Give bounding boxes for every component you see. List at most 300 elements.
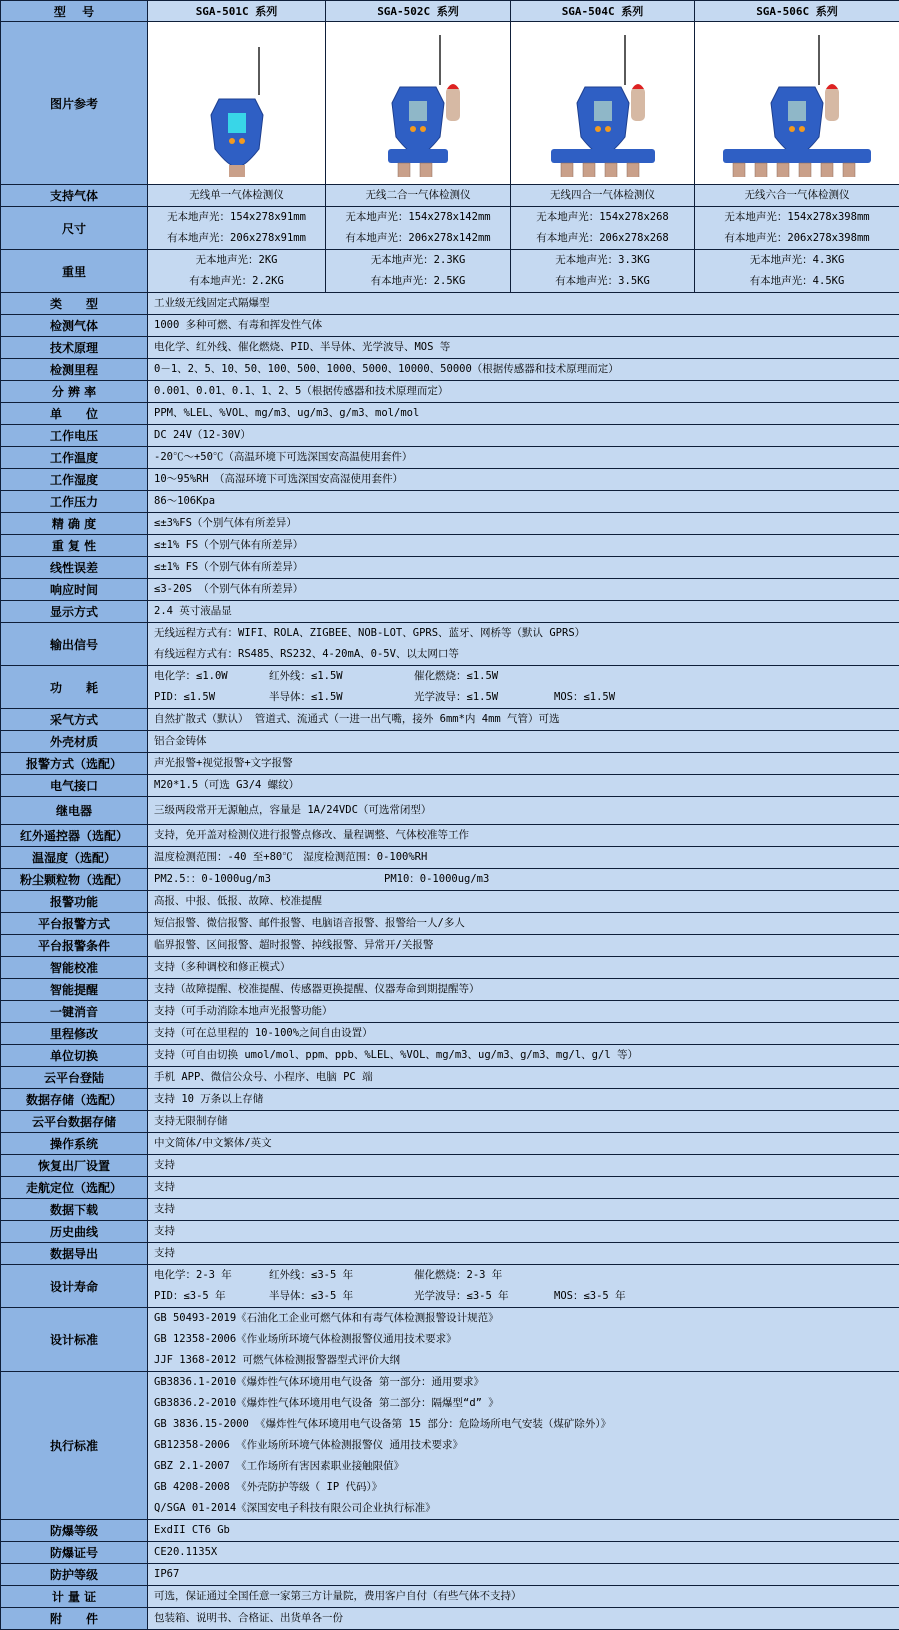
value-line: 无本地声光：3.3KG	[511, 250, 694, 271]
spec-row	[1, 935, 899, 957]
row-value	[148, 1586, 899, 1608]
spec-row	[1, 601, 899, 623]
row-label: 执行标准	[1, 1372, 148, 1520]
value-line: 有本地声光：2.2KG	[148, 271, 325, 292]
value-text: 中文简体/中文繁体/英文	[154, 1133, 272, 1154]
value-line: 有本地声光：206x278x268	[511, 228, 694, 249]
value-line	[154, 1111, 899, 1132]
row-label: 重里	[1, 250, 148, 293]
value-text: 包装箱、说明书、合格证、出货单各一份	[154, 1608, 343, 1629]
value-text: ≤3-20S （个别气体有所差异）	[154, 579, 303, 600]
value-text: 支持（多种调校和修正模式）	[154, 957, 291, 978]
spec-row	[1, 1155, 899, 1177]
spec-row	[1, 207, 899, 250]
value-line	[154, 557, 899, 578]
row-value	[148, 869, 899, 891]
value-line	[154, 957, 899, 978]
product-image	[148, 22, 326, 185]
value-line	[154, 579, 899, 600]
spec-row	[1, 1045, 899, 1067]
row-value	[148, 731, 899, 753]
row-label: 单位切换	[1, 1045, 148, 1067]
value-line	[154, 891, 899, 912]
value-line: 无线四合一气体检测仪	[511, 185, 694, 206]
row-value	[148, 425, 899, 447]
row-label: 分 辨 率	[1, 381, 148, 403]
model-value	[511, 250, 695, 293]
row-label: 检测气体	[1, 315, 148, 337]
value-line	[154, 1001, 899, 1022]
row-label: 一键消音	[1, 1001, 148, 1023]
model-name: SGA-502C 系列	[326, 1, 511, 22]
row-label: 电气接口	[1, 775, 148, 797]
spec-row	[1, 1133, 899, 1155]
row-label: 技术原理	[1, 337, 148, 359]
value-line	[154, 1350, 899, 1371]
value-line	[154, 1456, 899, 1477]
row-label: 防爆等级	[1, 1520, 148, 1542]
spec-row	[1, 359, 899, 381]
row-value	[148, 1564, 899, 1586]
row-label: 单 位	[1, 403, 148, 425]
value-line	[154, 666, 899, 687]
value-line: 无本地声光：4.3KG	[695, 250, 899, 271]
row-label: 计 量 证	[1, 1586, 148, 1608]
row-value	[148, 469, 899, 491]
value-text: 电化学：2-3 年	[154, 1265, 269, 1286]
value-line	[154, 403, 899, 424]
value-text: MOS：≤1.5W	[554, 687, 664, 708]
value-line	[154, 869, 899, 890]
value-line: 有本地声光：3.5KG	[511, 271, 694, 292]
spec-row	[1, 1111, 899, 1133]
value-line	[154, 1199, 899, 1220]
row-label: 报警功能	[1, 891, 148, 913]
value-text: 1000 多种可燃、有毒和挥发性气体	[154, 315, 322, 336]
spec-row	[1, 1564, 899, 1586]
value-text: 红外线：≤1.5W	[269, 666, 414, 687]
row-value	[148, 1372, 899, 1520]
row-label: 防护等级	[1, 1564, 148, 1586]
row-label: 云平台数据存储	[1, 1111, 148, 1133]
gas-detector-icon	[518, 27, 688, 177]
value-text: 工业级无线固定式隔爆型	[154, 293, 270, 314]
value-text: 电化学、红外线、催化燃烧、PID、半导体、光学波导、MOS 等	[154, 337, 450, 358]
value-line	[154, 1372, 899, 1393]
value-text: 温度检测范围：-40 至+80℃ 湿度检测范围：0-100%RH	[154, 847, 427, 868]
row-label: 报警方式（选配）	[1, 753, 148, 775]
row-label: 响应时间	[1, 579, 148, 601]
spec-row	[1, 957, 899, 979]
spec-row	[1, 337, 899, 359]
value-text: Q/SGA 01-2014《深国安电子科技有限公司企业执行标准》	[154, 1498, 436, 1519]
value-line	[154, 623, 899, 644]
value-text: 催化燃烧：2-3 年	[414, 1265, 554, 1286]
spec-row	[1, 623, 899, 666]
row-value	[148, 601, 899, 623]
spec-row	[1, 1001, 899, 1023]
value-line	[154, 847, 899, 868]
value-line: 无本地声光：2KG	[148, 250, 325, 271]
value-text: 有线远程方式有：RS485、RS232、4-20mA、0-5V、以太网口等	[154, 644, 459, 665]
row-value	[148, 359, 899, 381]
row-label: 里程修改	[1, 1023, 148, 1045]
value-text: IP67	[154, 1564, 179, 1585]
value-text: 支持	[154, 1177, 175, 1198]
row-value	[148, 1221, 899, 1243]
value-line	[154, 1498, 899, 1519]
spec-row	[1, 1177, 899, 1199]
model-name: SGA-501C 系列	[148, 1, 326, 22]
value-line	[154, 425, 899, 446]
value-text: 三级两段常开无源触点，容量是 1A/24VDC（可选常闭型）	[154, 797, 431, 824]
row-label: 工作温度	[1, 447, 148, 469]
product-image	[695, 22, 899, 185]
row-label: 数据下载	[1, 1199, 148, 1221]
value-line	[154, 1265, 899, 1286]
value-line	[154, 731, 899, 752]
value-text: GB 50493-2019《石油化工企业可燃气体和有毒气体检测报警设计规范》	[154, 1308, 499, 1329]
value-line: 有本地声光：206x278x398mm	[695, 228, 899, 249]
value-text: 支持	[154, 1221, 175, 1242]
row-value	[148, 557, 899, 579]
value-text: 手机 APP、微信公众号、小程序、电脑 PC 端	[154, 1067, 373, 1088]
row-label: 输出信号	[1, 623, 148, 666]
value-line	[154, 687, 899, 708]
row-label: 尺寸	[1, 207, 148, 250]
value-line	[154, 1435, 899, 1456]
spec-row	[1, 847, 899, 869]
row-label: 数据导出	[1, 1243, 148, 1265]
row-value	[148, 1023, 899, 1045]
row-label: 红外遥控器（选配）	[1, 825, 148, 847]
row-label: 操作系统	[1, 1133, 148, 1155]
value-text: GB12358-2006 《作业场所环境气体检测报警仪 通用技术要求》	[154, 1435, 463, 1456]
value-line: 无本地声光：154x278x398mm	[695, 207, 899, 228]
row-value	[148, 491, 899, 513]
value-line	[154, 753, 899, 774]
spec-row	[1, 709, 899, 731]
value-line	[154, 1308, 899, 1329]
value-line	[154, 825, 899, 846]
value-line	[154, 1067, 899, 1088]
spec-row	[1, 469, 899, 491]
spec-row	[1, 1067, 899, 1089]
row-value	[148, 293, 899, 315]
value-text: GB 4208-2008 《外壳防护等级（ IP 代码）》	[154, 1477, 382, 1498]
value-text: 半导体：≤3-5 年	[269, 1286, 414, 1307]
gas-detector-icon	[152, 27, 322, 177]
value-text: PID：≤3-5 年	[154, 1286, 269, 1307]
gas-detector-icon	[333, 27, 503, 177]
value-line	[154, 979, 899, 1000]
row-label: 恢复出厂设置	[1, 1155, 148, 1177]
model-value	[326, 250, 511, 293]
value-line: 无线二合一气体检测仪	[326, 185, 510, 206]
row-value	[148, 797, 899, 825]
row-value	[148, 1308, 899, 1372]
spec-row	[1, 315, 899, 337]
row-value	[148, 337, 899, 359]
value-line	[154, 1608, 899, 1629]
value-line	[154, 1177, 899, 1198]
value-line	[154, 447, 899, 468]
row-value	[148, 447, 899, 469]
value-line	[154, 913, 899, 934]
value-line	[154, 1221, 899, 1242]
model-value	[326, 207, 511, 250]
row-label: 采气方式	[1, 709, 148, 731]
value-text: 支持（故障提醒、校准提醒、传感器更换提醒、仪器寿命到期提醒等）	[154, 979, 480, 1000]
value-text: GB 3836.15-2000 《爆炸性气体环境用电气设备第 15 部分：危险场所电气安装（煤矿除外）》	[154, 1414, 611, 1435]
value-line: 无本地声光：2.3KG	[326, 250, 510, 271]
spec-row	[1, 447, 899, 469]
model-value	[148, 185, 326, 207]
value-text: 支持无限制存储	[154, 1111, 228, 1132]
value-line	[154, 601, 899, 622]
row-value	[148, 1155, 899, 1177]
model-header-row	[1, 1, 899, 22]
spec-row	[1, 1308, 899, 1372]
value-line	[154, 359, 899, 380]
model-value	[511, 207, 695, 250]
model-value	[695, 185, 899, 207]
value-line: 无本地声光：154x278x268	[511, 207, 694, 228]
value-line	[154, 513, 899, 534]
spec-row	[1, 1372, 899, 1520]
row-label: 显示方式	[1, 601, 148, 623]
value-text: ≤±3%FS（个别气体有所差异）	[154, 513, 297, 534]
value-line	[154, 1023, 899, 1044]
row-value	[148, 1111, 899, 1133]
model-value	[148, 207, 326, 250]
row-label: 设计寿命	[1, 1265, 148, 1308]
value-line: 无本地声光：154x278x91mm	[148, 207, 325, 228]
spec-row	[1, 1608, 899, 1630]
spec-row	[1, 913, 899, 935]
row-label: 支持气体	[1, 185, 148, 207]
row-value	[148, 979, 899, 1001]
row-value	[148, 1089, 899, 1111]
value-line	[154, 1045, 899, 1066]
row-value	[148, 579, 899, 601]
value-text: PPM、%LEL、%VOL、mg/m3、ug/m3、g/m3、mol/mol	[154, 403, 419, 424]
value-text: 0.001、0.01、0.1、1、2、5（根据传感器和技术原理而定）	[154, 381, 448, 402]
spec-row	[1, 185, 899, 207]
value-line: 有本地声光：206x278x142mm	[326, 228, 510, 249]
value-line	[154, 381, 899, 402]
row-value	[148, 315, 899, 337]
value-line: 有本地声光：206x278x91mm	[148, 228, 325, 249]
value-text: 红外线：≤3-5 年	[269, 1265, 414, 1286]
row-value	[148, 403, 899, 425]
value-text: 无线远程方式有：WIFI、ROLA、ZIGBEE、NOB-LOT、GPRS、蓝牙、网桥等（默认 GPRS）	[154, 623, 585, 644]
row-value	[148, 753, 899, 775]
value-line	[154, 535, 899, 556]
value-line: 有本地声光：4.5KG	[695, 271, 899, 292]
row-label: 线性误差	[1, 557, 148, 579]
row-label: 继电器	[1, 797, 148, 825]
value-text: PM2.5：：0-1000ug/m3	[154, 869, 384, 890]
row-value	[148, 825, 899, 847]
row-label: 工作压力	[1, 491, 148, 513]
row-label: 温湿度（选配）	[1, 847, 148, 869]
row-label: 功 耗	[1, 666, 148, 709]
row-label: 历史曲线	[1, 1221, 148, 1243]
row-label: 平台报警方式	[1, 913, 148, 935]
value-text: CE20.1135X	[154, 1542, 217, 1563]
value-line	[154, 797, 899, 824]
value-line	[154, 1520, 899, 1541]
row-value	[148, 913, 899, 935]
value-text: 光学波导：≤1.5W	[414, 687, 554, 708]
value-text: JJF 1368-2012 可燃气体检测报警器型式评价大纲	[154, 1350, 400, 1371]
value-line	[154, 315, 899, 336]
model-value	[326, 185, 511, 207]
model-value	[511, 185, 695, 207]
spec-row	[1, 1586, 899, 1608]
spec-row	[1, 979, 899, 1001]
value-text: 10～95%RH （高湿环境下可选深国安高湿使用套件）	[154, 469, 403, 490]
value-line	[154, 1243, 899, 1264]
value-text: 短信报警、微信报警、邮件报警、电脑语音报警、报警给一人/多人	[154, 913, 465, 934]
row-value	[148, 891, 899, 913]
spec-row	[1, 731, 899, 753]
value-text: 电化学：≤1.0W	[154, 666, 269, 687]
value-text: GBZ 2.1-2007 《工作场所有害因素职业接触限值》	[154, 1456, 404, 1477]
value-text: MOS：≤3-5 年	[554, 1286, 664, 1307]
row-value	[148, 1001, 899, 1023]
spec-row	[1, 513, 899, 535]
row-label: 检测里程	[1, 359, 148, 381]
spec-row	[1, 753, 899, 775]
value-line	[154, 1089, 899, 1110]
product-image	[326, 22, 511, 185]
value-text: 2.4 英寸液晶显	[154, 601, 232, 622]
image-row	[1, 22, 899, 185]
value-text: 支持（可自由切换 umol/mol、ppm、ppb、%LEL、%VOL、mg/m3、ug/m3、g/m3、mg/l、g/l 等）	[154, 1045, 638, 1066]
spec-row	[1, 797, 899, 825]
value-text: GB3836.2-2010《爆炸性气体环境用电气设备 第二部分：隔爆型“d” 》	[154, 1393, 499, 1414]
value-text: PID：≤1.5W	[154, 687, 269, 708]
model-value	[695, 207, 899, 250]
value-line	[154, 1393, 899, 1414]
value-text: 铝合金铸体	[154, 731, 207, 752]
row-label: 外壳材质	[1, 731, 148, 753]
row-value	[148, 775, 899, 797]
value-text: 支持（可手动消除本地声光报警功能）	[154, 1001, 333, 1022]
value-text: 光学波导：≤3-5 年	[414, 1286, 554, 1307]
model-name: SGA-504C 系列	[511, 1, 695, 22]
value-line: 有本地声光：2.5KG	[326, 271, 510, 292]
row-label: 型 号	[1, 1, 148, 22]
row-value	[148, 1520, 899, 1542]
row-label: 平台报警条件	[1, 935, 148, 957]
product-image	[511, 22, 695, 185]
row-value	[148, 623, 899, 666]
value-text: 支持	[154, 1243, 175, 1264]
row-value	[148, 535, 899, 557]
value-line	[154, 1542, 899, 1563]
value-line	[154, 491, 899, 512]
row-label: 智能校准	[1, 957, 148, 979]
row-value	[148, 1199, 899, 1221]
model-value	[695, 250, 899, 293]
spec-row	[1, 1221, 899, 1243]
value-line	[154, 709, 899, 730]
spec-row	[1, 825, 899, 847]
value-text: ≤±1% FS（个别气体有所差异）	[154, 535, 303, 556]
value-line: 无线单一气体检测仪	[148, 185, 325, 206]
spec-row	[1, 250, 899, 293]
spec-row	[1, 579, 899, 601]
row-value	[148, 1542, 899, 1564]
value-line	[154, 775, 899, 796]
value-text: 支持（可在总里程的 10-100%之间自由设置）	[154, 1023, 373, 1044]
row-label: 粉尘颗粒物（选配）	[1, 869, 148, 891]
value-text: DC 24V（12-30V）	[154, 425, 251, 446]
row-value	[148, 1243, 899, 1265]
value-text: GB 12358-2006《作业场所环境气体检测报警仪通用技术要求》	[154, 1329, 457, 1350]
row-label: 附 件	[1, 1608, 148, 1630]
value-text: 支持	[154, 1199, 175, 1220]
value-text: 半导体：≤1.5W	[269, 687, 414, 708]
spec-row	[1, 1023, 899, 1045]
value-text: 可选，保证通过全国任意一家第三方计量院，费用客户自付（有些气体不支持）	[154, 1586, 522, 1607]
row-label: 防爆证号	[1, 1542, 148, 1564]
value-text: 自然扩散式（默认） 管道式、流通式（一进一出气嘴，接外 6mm*内 4mm 气管）可选	[154, 709, 560, 730]
spec-row	[1, 666, 899, 709]
row-label: 图片参考	[1, 22, 148, 185]
value-text: 支持，免开盖对检测仪进行报警点修改、量程调整、气体校准等工作	[154, 825, 469, 846]
spec-row	[1, 1243, 899, 1265]
value-line: 无线六合一气体检测仪	[695, 185, 899, 206]
value-text: GB3836.1-2010《爆炸性气体环境用电气设备 第一部分：通用要求》	[154, 1372, 484, 1393]
row-value	[148, 1045, 899, 1067]
value-text: 86～106Kpa	[154, 491, 215, 512]
value-line	[154, 1564, 899, 1585]
value-line	[154, 469, 899, 490]
value-text: 临界报警、区间报警、超时报警、掉线报警、异常开/关报警	[154, 935, 433, 956]
spec-row	[1, 1520, 899, 1542]
spec-row	[1, 891, 899, 913]
row-value	[148, 1133, 899, 1155]
value-line	[154, 1414, 899, 1435]
spec-row	[1, 425, 899, 447]
value-line	[154, 1286, 899, 1307]
row-label: 工作电压	[1, 425, 148, 447]
row-label: 云平台登陆	[1, 1067, 148, 1089]
row-label: 工作湿度	[1, 469, 148, 491]
value-line	[154, 644, 899, 665]
spec-row	[1, 1199, 899, 1221]
model-value	[148, 250, 326, 293]
row-value	[148, 381, 899, 403]
spec-row	[1, 775, 899, 797]
row-value	[148, 666, 899, 709]
row-value	[148, 847, 899, 869]
row-label: 数据存储（选配）	[1, 1089, 148, 1111]
row-value	[148, 1067, 899, 1089]
gas-detector-icon	[712, 27, 882, 177]
value-text: ExdII CT6 Gb	[154, 1520, 230, 1541]
value-text: PM10：0-1000ug/m3	[384, 869, 614, 890]
value-text: 支持 10 万条以上存储	[154, 1089, 263, 1110]
value-text: ≤±1% FS（个别气体有所差异）	[154, 557, 303, 578]
spec-row	[1, 381, 899, 403]
value-text: M20*1.5（可选 G3/4 螺纹）	[154, 775, 299, 796]
row-value	[148, 957, 899, 979]
